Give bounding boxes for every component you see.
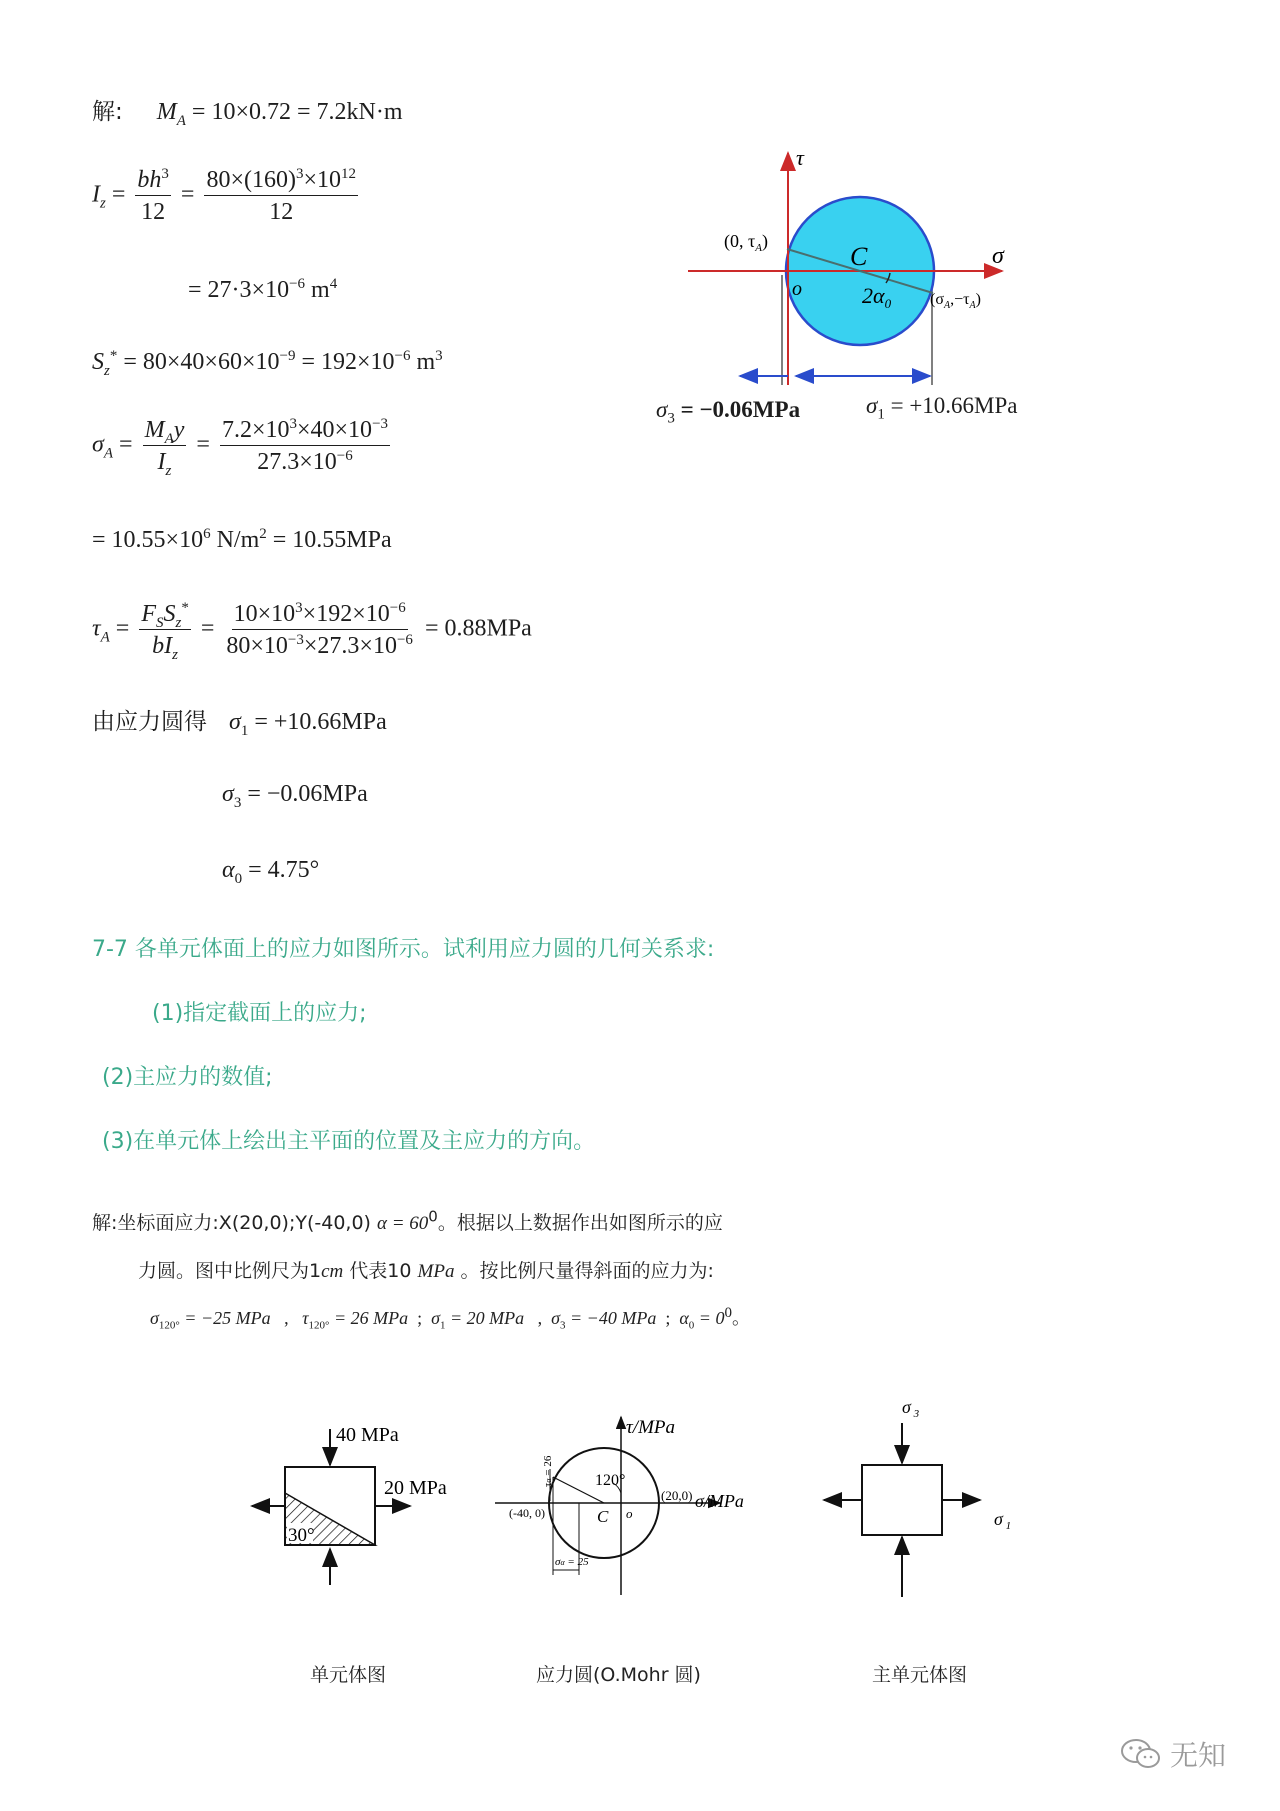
eq-moment: 解: $M_A = 10\times 0.72 = 7.2kN\cdot m$ (92, 99, 403, 129)
tau-value-label: τα = 26 (542, 1455, 554, 1487)
origin-o-label: o (626, 1506, 633, 1521)
problem-item-1: (1)指定截面上的应力; (152, 1001, 367, 1026)
principal-element-figure (810, 1395, 1040, 1605)
solve-label: 解: (92, 99, 123, 125)
caption-mohr: 应力圆(O.Mohr 圆) (536, 1664, 701, 1686)
tau-axis-label: τ/MPa (626, 1417, 676, 1438)
sigma3-value-top: $\sigma_3 = -0.06MPa$ (656, 397, 801, 427)
right-stress-label: 20 MPa (384, 1477, 447, 1499)
eq-static-moment: $S_z^* = 80\times 40\times 60\times 10^{-9} = 192\times 10^{-6}$ $m^3$ (92, 348, 443, 379)
problem-item-3: (3)在单元体上绘出主平面的位置及主应力的方向。 (102, 1129, 596, 1154)
eq-sigma-a: $\sigma_A$ = $\frac{M_Ay}{I_z}$ = $\frac{7.2\times 10^3\times 40\times 10^{-3}}{27.3\times 10^{-6}}$ (92, 416, 389, 479)
eq-inertia: $I_z$ = $\frac{bh^3}{12}$ = $\frac{80\times(160)^3\times 10^{12}}{12}$ (92, 166, 357, 225)
sigma3-label: σ $_3$ (902, 1397, 920, 1420)
solution2-line1: 解:坐标面应力:X(20,0);Y(-40,0) $\alpha = 60^0$。根据以上数据作出如图所示的应 (92, 1207, 723, 1234)
problem-item-2: (2)主应力的数值; (102, 1065, 273, 1090)
problem-7-7-title: 7-7 各单元体面上的应力如图所示。试利用应力圆的几何关系求: (92, 937, 715, 962)
element-figure (250, 1415, 480, 1585)
top-stress-label: 40 MPa (336, 1424, 399, 1446)
point-left-label: (-40, 0) (509, 1506, 545, 1520)
mohr-circle-figure-top (680, 145, 1080, 435)
point-a-label: (0, $\tau_A$) (724, 231, 768, 254)
element-angle-label: 30° (288, 1525, 315, 1546)
sigma1-label: σ $_1$ (994, 1509, 1012, 1532)
eq-alpha0: $\alpha_0 = 4.75^\circ$ (222, 857, 320, 887)
eq-sigma-result: = $10.55\times 10^6$ $N/m^2 = 10.55MPa$ (92, 526, 392, 553)
watermark-text: 无知 (1170, 1739, 1227, 1772)
angle-120-label: 120° (595, 1472, 626, 1489)
wechat-icon (1120, 1737, 1162, 1771)
frac-inertia-values: $\frac{80\times(160)^3\times 10^{12}}{12}$ (206, 166, 357, 225)
principal-square (862, 1465, 942, 1535)
frac-bh3: $\frac{bh^3}{12}$ (137, 166, 169, 225)
sigma-axis-label: σ/MPa (695, 1491, 744, 1511)
watermark (1120, 1734, 1226, 1774)
origin-label: o (792, 278, 802, 300)
center-c-label: C (597, 1507, 609, 1526)
mohr-circle-figure-bottom (495, 1405, 795, 1595)
angle-2alpha-label: $2\alpha_0$ (862, 283, 892, 311)
eq-sigma1: 由应力圆得 $\sigma_1 = +10.66MPa$ (92, 709, 387, 739)
sigma-label: σ (992, 243, 1004, 269)
caption-element: 单元体图 (310, 1664, 387, 1686)
eq-tau-a: $\tau_A$ = $\frac{F_SS_z^*}{bI_z}$ = $\frac{10\times 10^3\times 192\times 10^{-6}}{80\times 10^{-3}\times 27.3\times 10^{-6}}$ = 0.88MPa (92, 600, 532, 663)
tau-label: τ (796, 145, 804, 170)
eq-sigma3: $\sigma_3 = -0.06MPa$ (222, 781, 368, 811)
caption-principal: 主单元体图 (872, 1664, 968, 1686)
solution2-line3: $\sigma_{120^\circ} = -25$ MPa , $\tau_{120^\circ} = 26$ MPa ; $\sigma_1 = 20$ MPa , $\sigma_3 = -40$ MPa ; $\alpha_0 = 0^0$。 (150, 1305, 750, 1332)
solution2-line2: 力圆。图中比例尺为1cm 代表10 MPa 。按比例尺量得斜面的应力为: (138, 1260, 714, 1282)
center-label: C (850, 242, 868, 271)
point-b-label: $(\sigma_A,-\tau_A)$ (930, 291, 981, 311)
sigma-value-label: σα = 25 (555, 1556, 589, 1568)
point-right-label: (20,0) (661, 1488, 693, 1503)
eq-inertia-result: = $27\cdot 3\times 10^{-6}$ $m^4$ (188, 276, 338, 303)
sigma1-value-top: $\sigma_1 = +10.66MPa$ (866, 393, 1018, 423)
